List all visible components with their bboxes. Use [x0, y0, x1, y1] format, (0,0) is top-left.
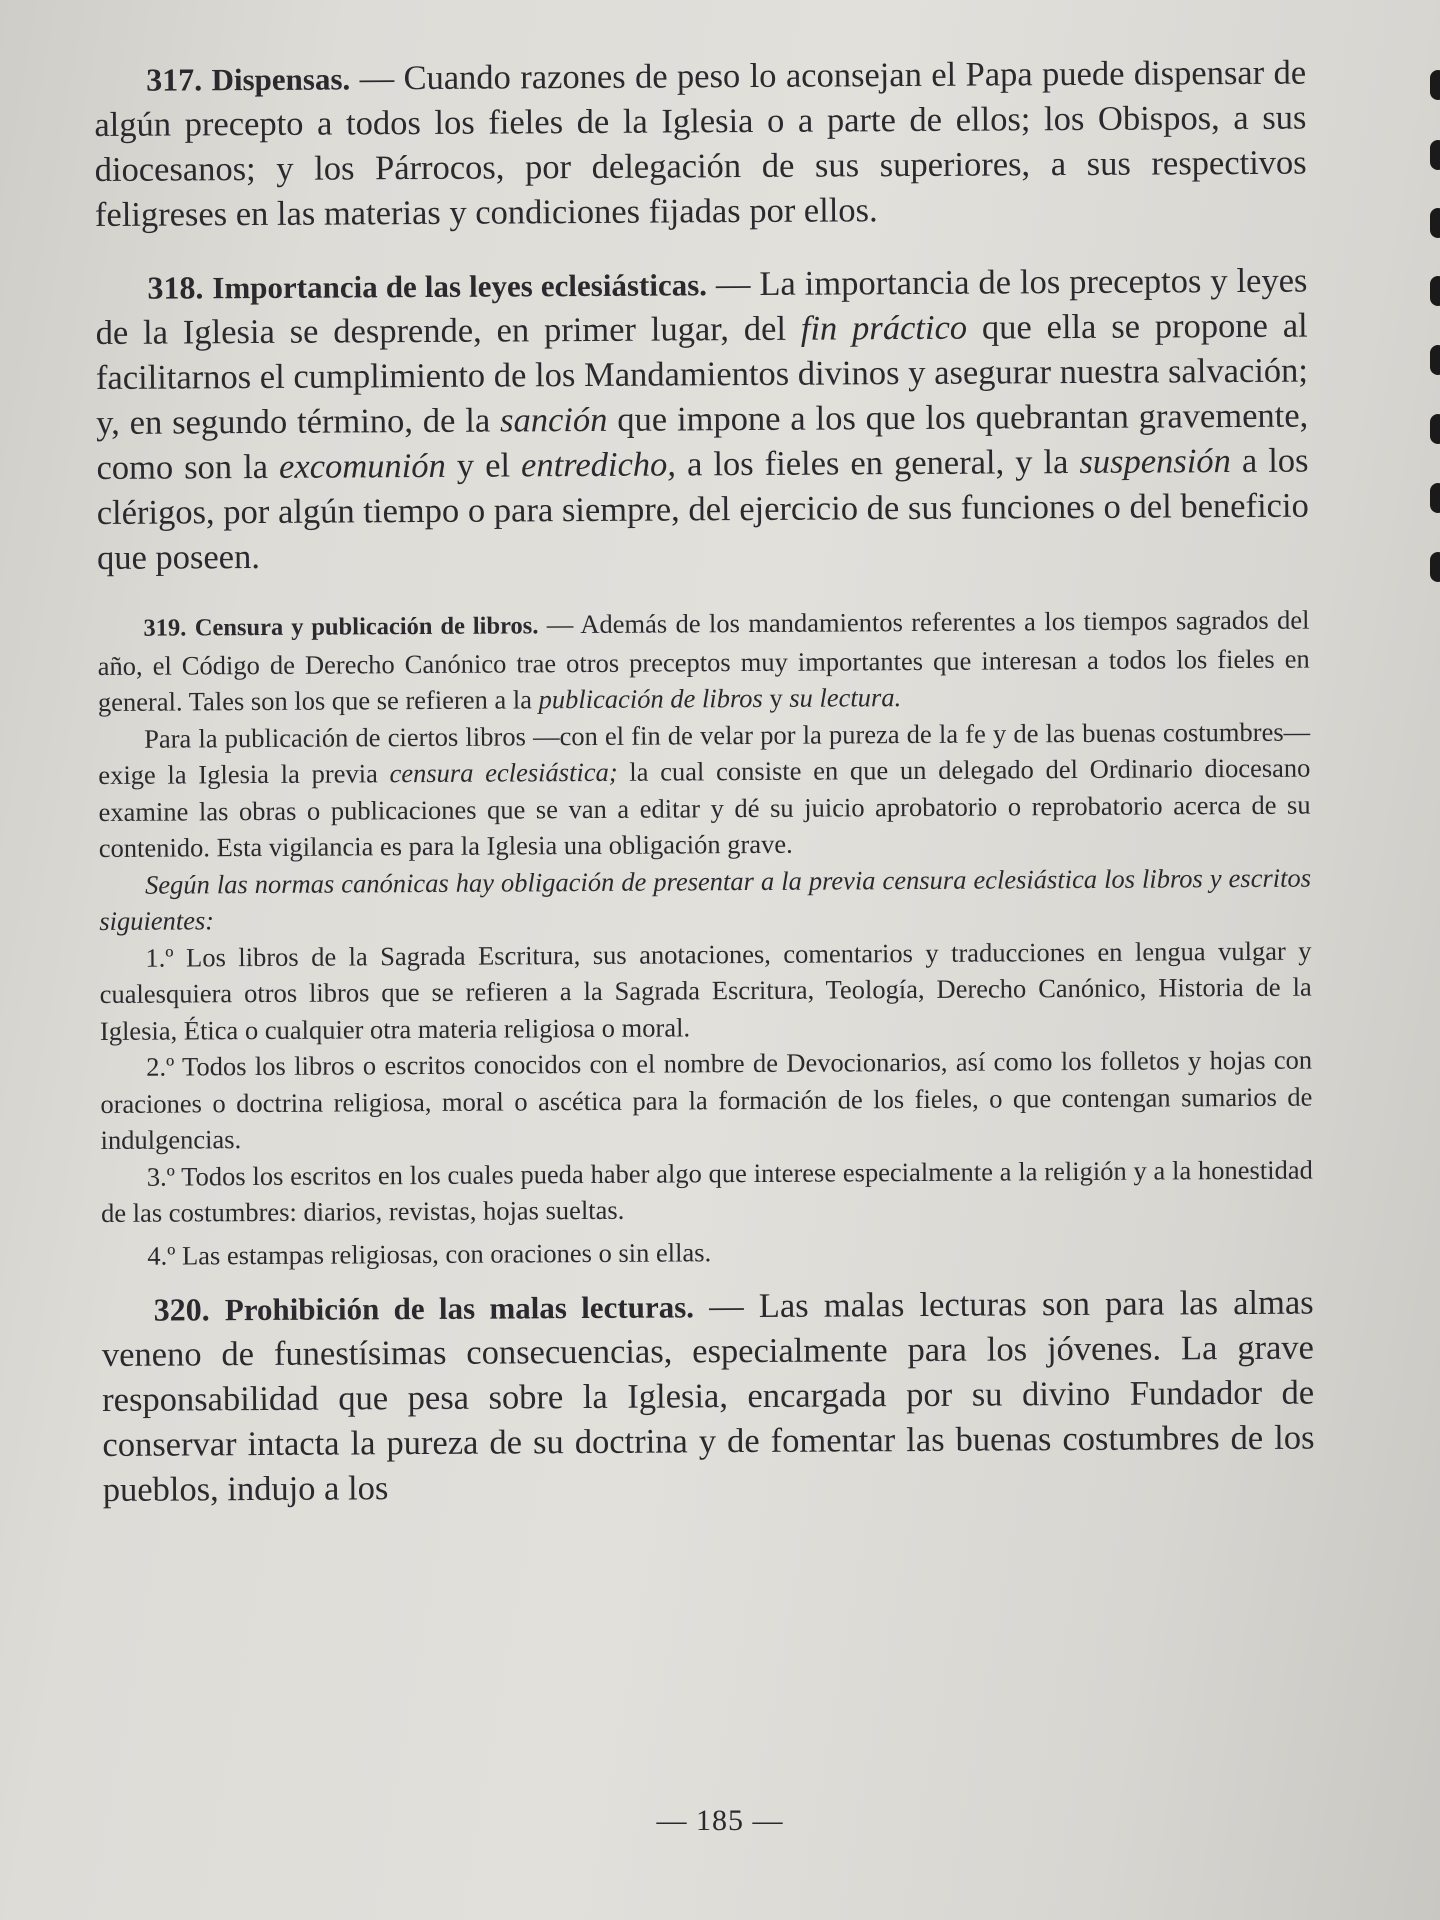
binding-ring: [1430, 70, 1440, 100]
spiral-binding: [1424, 0, 1440, 1920]
binding-ring: [1430, 552, 1440, 582]
binding-ring: [1430, 414, 1440, 444]
section-319-intro: [97, 602, 1310, 721]
section-body-text: que impone a los que los quebrantan gravemente, como son la: [96, 396, 1309, 487]
section-body-text: y: [769, 682, 783, 713]
section-number: 320.: [153, 1291, 210, 1328]
section-body: Cuando razones de peso lo aconsejan el Papa puede dispensar de algún precepto a todos los fieles de la Iglesia o a parte de ellos; los Obispos, a sus diocesanos; y los Párrocos, por delegación de sus superiores, a sus respectivos feligreses en las materias y condiciones fijadas por ellos.: [94, 53, 1307, 234]
section-heading: Prohibición de las malas lecturas.: [224, 1289, 695, 1328]
em-dash: —: [359, 59, 395, 98]
section-body-text: la cual consiste en que un delegado del Ordinario diocesano examine las obras o publicaciones que se van a editar y dé su juicio aprobatorio o reprobatorio acerca de su contenido. Esta vigilancia es para la Iglesia una obligación grave.: [98, 752, 1311, 863]
section-body-text: que ella se propone al facilitarnos el cumplimiento de los Mandamientos divinos y asegurar nuestra salvación; y, en segundo término, de la: [95, 306, 1309, 442]
list-item-number: 3.º: [146, 1161, 176, 1192]
binding-ring: [1430, 208, 1440, 238]
list-item-number: 2.º: [146, 1051, 175, 1082]
page-content: [94, 51, 1315, 1513]
section-number: 319.: [143, 614, 187, 642]
italic-term: fin práctico: [800, 308, 968, 348]
section-body-text: La importancia de los preceptos y leyes de la Iglesia se desprende, en primer lugar, del: [95, 261, 1308, 352]
italic-term: entredicho,: [520, 445, 677, 485]
italic-term: suspensión: [1079, 442, 1231, 481]
section-319-paragraph-2: [98, 713, 1311, 866]
section-heading: Importancia de las leyes eclesiásticas.: [212, 267, 708, 306]
list-item-text: Las estampas religiosas, con oraciones o sin ellas.: [181, 1236, 712, 1270]
em-dash: —: [546, 609, 574, 640]
section-number: 317.: [146, 61, 203, 98]
section-318: [95, 259, 1309, 581]
list-item: [101, 1230, 1313, 1274]
section-body-text: y el: [456, 446, 511, 485]
list-item-text: Todos los libros o escritos conocidos con el nombre de Devocionarios, así como los folletos y hojas con oraciones o doctrina religiosa, moral o ascética para la formación de los fieles, o que contengan sumarios de indulgencias.: [100, 1044, 1313, 1155]
section-body-text: a los clérigos, por algún tiempo o para siempre, del ejercicio de sus funciones o del beneficio que poseen.: [96, 441, 1309, 577]
em-dash: —: [715, 264, 751, 304]
italic-term: sanción: [499, 400, 608, 440]
section-body: Las malas lecturas son para las almas veneno de funestísimas consecuencias, especialmente para los jóvenes. La grave responsabilidad que pesa sobre la Iglesia, encargada por su divino Fundador de conservar intacta la pureza de su doctrina y de fomentar las buenas costumbres de los pueblos, indujo a los: [101, 1283, 1315, 1509]
section-320: [102, 1281, 1315, 1513]
section-number: 318.: [147, 269, 204, 306]
em-dash: —: [709, 1287, 744, 1326]
italic-term: censura eclesiástica;: [389, 756, 618, 789]
section-body-text: Para la publicación de ciertos libros —con el fin de velar por la pureza de la fe y de las buenas costumbres— exige la Iglesia la previa: [98, 716, 1311, 790]
list-item: [100, 1042, 1313, 1159]
list-item: [101, 1151, 1313, 1231]
binding-ring: [1430, 483, 1440, 513]
list-item: [99, 932, 1312, 1049]
list-item-text: Los libros de la Sagrada Escritura, sus anotaciones, comentarios y traducciones en lengua vulgar y cualesquiera otros libros que se refieren a la Sagrada Escritura, Teología, Derecho Canónico, Historia de la Iglesia, Ética o cualquier otra materia religiosa o moral.: [99, 935, 1312, 1046]
section-heading: Dispensas.: [211, 61, 351, 98]
list-item-number: 4.º: [147, 1240, 176, 1271]
section-317: [94, 51, 1307, 238]
italic-paragraph-text: Según las normas canónicas hay obligación de presentar a la previa censura eclesiástica los libros y escritos siguientes:: [99, 862, 1312, 936]
binding-ring: [1430, 345, 1440, 375]
section-body-text: a los fieles en general, y la: [686, 443, 1069, 484]
list-item-number: 1.º: [145, 942, 174, 973]
italic-term: excomunión: [278, 446, 446, 486]
section-319: [97, 602, 1313, 1274]
page-number: — 185 —: [656, 1804, 784, 1837]
binding-ring: [1430, 140, 1440, 170]
italic-term: su lectura.: [789, 682, 902, 713]
list-item-text: Todos los escritos en los cuales pueda haber algo que interese especialmente a la religión y a la honestidad de las costumbres: diarios, revistas, hojas sueltas.: [100, 1154, 1313, 1228]
italic-term: publicación de libros: [538, 682, 763, 715]
section-319-italic-paragraph: [99, 859, 1311, 939]
section-body-text: Además de los mandamientos referentes a los tiempos sagrados del año, el Código de Derecho Canónico trae otros preceptos muy importantes que interesan a todos los fieles en general. Tales son los que se refieren a la: [97, 604, 1310, 717]
binding-ring: [1430, 276, 1440, 306]
section-heading: Censura y publicación de libros.: [194, 612, 539, 642]
